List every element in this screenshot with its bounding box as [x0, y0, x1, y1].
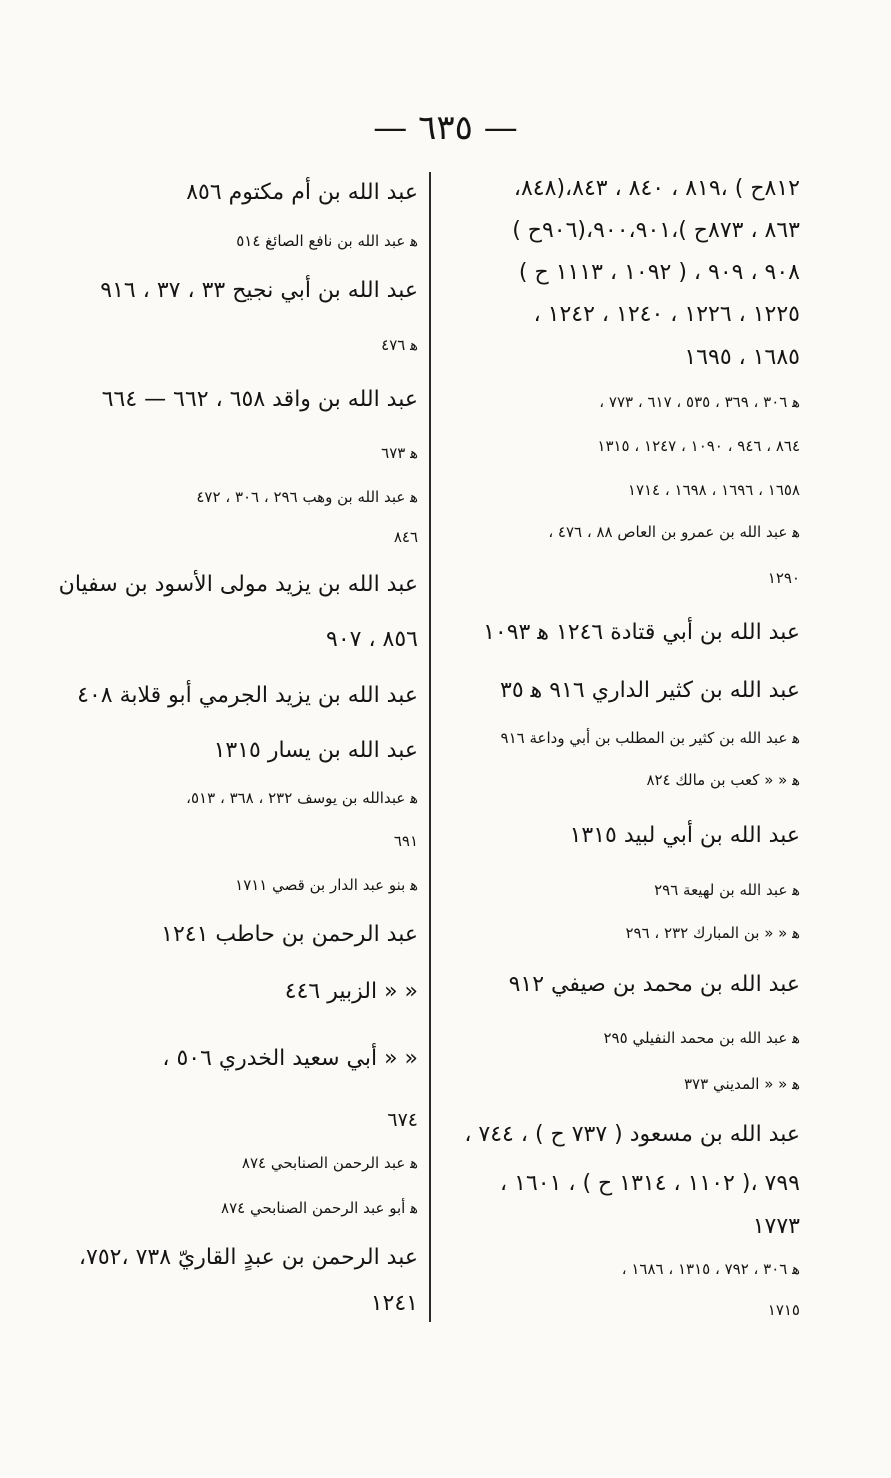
- index-entry: ٦٧٤: [387, 1109, 418, 1131]
- index-entry: ١٧١٥: [767, 1301, 800, 1319]
- index-entry: « « أبي سعيد الخدري ٥٠٦ ،: [162, 1046, 418, 1071]
- index-entry: عبد الله بن محمد بن صيفي ٩١٢: [508, 972, 800, 997]
- right-column: [440, 168, 800, 1328]
- index-entry: ٨٥٦ ، ٩٠٧: [326, 627, 418, 652]
- index-entry: ﻫ ٦٧٣: [381, 444, 418, 462]
- index-entry: ١٢٢٥ ، ١٢٢٦ ، ١٢٤٠ ، ١٢٤٢ ،: [533, 302, 800, 327]
- index-entry: عبد الله بن يسار ١٣١٥: [213, 738, 418, 763]
- index-entry: عبد الله بن يزيد مولى الأسود بن سفيان: [58, 572, 418, 597]
- index-entry: عبد الله بن أبي نجيح ٣٣ ، ٣٧ ، ٩١٦: [100, 278, 418, 303]
- column-divider: [429, 172, 431, 1322]
- index-entry: ١٢٩٠: [767, 569, 800, 587]
- index-entry: ١٢٤١: [370, 1291, 418, 1316]
- index-entry: ٩٠٨ ، ٩٠٩ ، ( ١٠٩٢ ، ١١١٣ ح ): [518, 260, 800, 285]
- index-entry: ﻫ عبد الله بن محمد النفيلي ٢٩٥: [603, 1029, 800, 1047]
- index-entry: ٦٩١: [393, 832, 418, 850]
- index-entry: ١٧٧٣: [752, 1214, 800, 1239]
- index-entry: عبد الله بن أبي لبيد ١٣١٥: [569, 823, 800, 848]
- page-number: — ٦٣٥ —: [373, 108, 518, 148]
- index-entry: ٧٩٩ ،( ١١٠٢ ، ١٣١٤ ح ) ، ١٦٠١ ،: [500, 1171, 800, 1196]
- index-entry: عبد الله بن واقد ٦٥٨ ، ٦٦٢ — ٦٦٤: [101, 387, 418, 412]
- index-entry: ٨٦٤ ، ٩٤٦ ، ١٠٩٠ ، ١٢٤٧ ، ١٣١٥: [597, 437, 800, 455]
- index-entry: ﻫ عبد الله بن وهب ٢٩٦ ، ٣٠٦ ، ٤٧٢: [196, 488, 418, 506]
- index-entry: ٨١٢ح ) ،٨١٩ ، ٨٤٠ ، ٨٤٣،(٨٤٨،: [513, 176, 800, 201]
- index-entry: ﻫ « « بن المبارك ٢٣٢ ، ٢٩٦: [625, 924, 800, 942]
- index-entry: ﻫ عبد الله بن لهيعة ٢٩٦: [654, 881, 800, 899]
- index-entry: عبد الله بن أم مكتوم ٨٥٦: [186, 180, 418, 205]
- index-entry: « « الزبير ٤٤٦: [284, 979, 418, 1004]
- index-entry: ﻫ ٣٠٦ ، ٧٩٢ ، ١٣١٥ ، ١٦٨٦ ،: [621, 1260, 800, 1278]
- index-entry: ﻫ عبد الرحمن الصنابحي ٨٧٤: [241, 1154, 418, 1172]
- index-entry: ﻫ « « كعب بن مالك ٨٢٤: [646, 771, 800, 789]
- index-entry: ﻫ « « المديني ٣٧٣: [684, 1075, 800, 1093]
- left-column: [58, 168, 418, 1328]
- index-entry: ﻫ أبو عبد الرحمن الصنابحي ٨٧٤: [221, 1199, 418, 1217]
- index-entry: ﻫ عبد الله بن نافع الصائغ ٥١٤: [236, 232, 418, 250]
- index-entry: عبد الله بن يزيد الجرمي أبو قلابة ٤٠٨: [77, 683, 418, 708]
- index-entry: عبد الله بن كثير الداري ٩١٦ ﻫ ٣٥: [500, 678, 800, 703]
- index-entry: عبد الله بن أبي قتادة ١٢٤٦ ﻫ ١٠٩٣: [483, 620, 800, 645]
- index-entry: ﻫ عبدالله بن يوسف ٢٣٢ ، ٣٦٨ ، ٥١٣،: [186, 789, 418, 807]
- index-entry: ﻫ ٣٠٦ ، ٣٦٩ ، ٥٣٥ ، ٦١٧ ، ٧٧٣ ،: [599, 393, 800, 411]
- index-entry: ٨٤٦: [393, 528, 418, 546]
- index-entry: ﻫ بنو عبد الدار بن قصي ١٧١١: [235, 876, 418, 894]
- index-entry: عبد الرحمن بن عبدٍ القاريّ ٧٣٨ ،٧٥٢،: [78, 1245, 418, 1270]
- index-entry: ﻫ عبد الله بن عمرو بن العاص ٨٨ ، ٤٧٦ ،: [548, 523, 800, 541]
- index-entry: ٨٦٣ ، ٨٧٣ح )،٩٠٠،٩٠١،(٩٠٦ح ): [512, 218, 800, 243]
- index-entry: ١٦٨٥ ، ١٦٩٥: [684, 345, 800, 370]
- index-entry: عبد الله بن مسعود ( ٧٣٧ ح ) ، ٧٤٤ ،: [464, 1122, 800, 1147]
- index-entry: ١٦٥٨ ، ١٦٩٦ ، ١٦٩٨ ، ١٧١٤: [627, 481, 800, 499]
- index-entry: ﻫ ٤٧٦: [381, 336, 418, 354]
- index-entry: ﻫ عبد الله بن كثير بن المطلب بن أبي وداعة ٩١٦: [500, 729, 800, 747]
- index-entry: عبد الرحمن بن حاطب ١٢٤١: [161, 922, 418, 947]
